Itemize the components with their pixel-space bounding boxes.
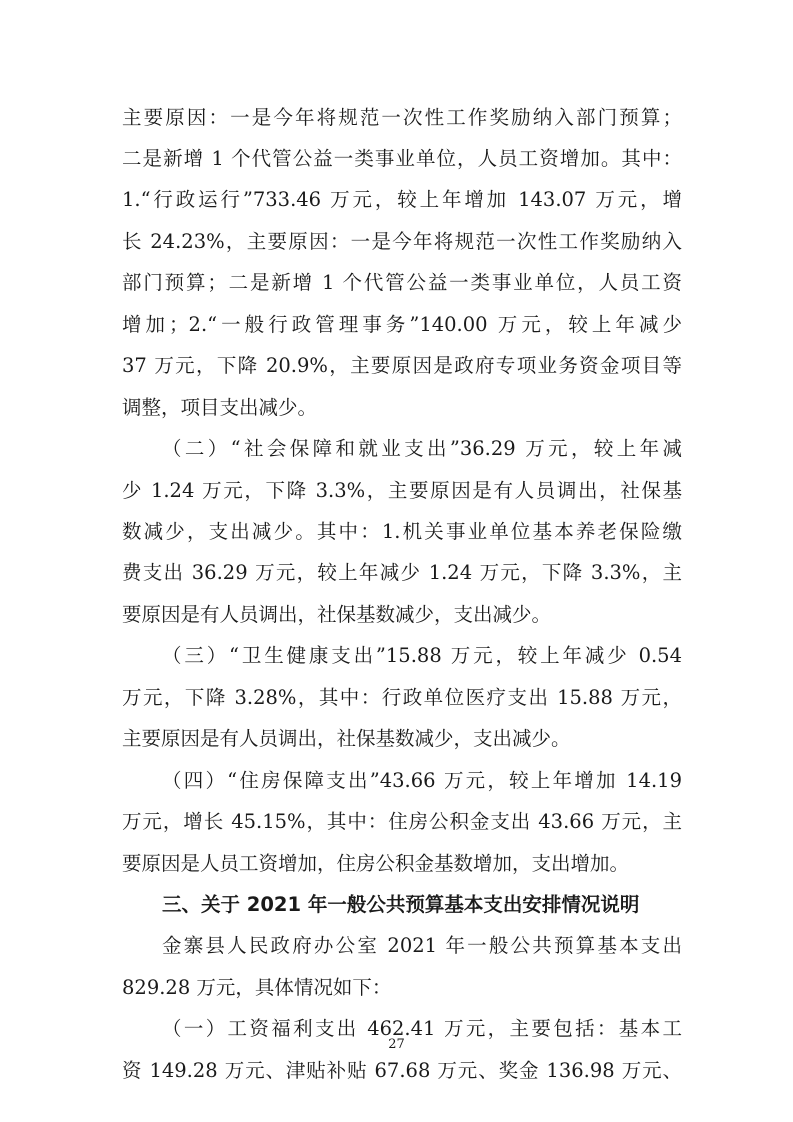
paragraph-start: （四）“住房保障支出”43.66 万元，较上年增加 14.19 xyxy=(162,769,682,792)
text-line: 增加；2.“一般行政管理事务”140.00 万元，较上年减少 xyxy=(122,313,682,336)
text-line: 要原因是有人员调出，社保基数减少，支出减少。 xyxy=(122,603,552,626)
text-line: 主要原因是有人员调出，社保基数减少，支出减少。 xyxy=(122,727,571,750)
text-line: 万元，增长 45.15%，其中：住房公积金支出 43.66 万元，主 xyxy=(122,810,682,833)
paragraph-start: （二）“社会保障和就业支出”36.29 万元，较上年减 xyxy=(162,437,682,460)
text-line: 1.“行政运行”733.46 万元，较上年增加 143.07 万元，增 xyxy=(122,188,682,211)
text-line: 调整，项目支出减少。 xyxy=(122,396,318,419)
text-line: 二是新增 1 个代管公益一类事业单位，人员工资增加。其中： xyxy=(122,147,682,170)
text-line: 要原因是人员工资增加，住房公积金基数增加，支出增加。 xyxy=(122,852,630,875)
text-line: 数减少，支出减少。其中：1.机关事业单位基本养老保险缴 xyxy=(122,520,682,543)
text-line: 829.28 万元，具体情况如下： xyxy=(122,976,392,999)
text-line: 万元，下降 3.28%，其中：行政单位医疗支出 15.88 万元， xyxy=(122,686,682,709)
text-line: 主要原因：一是今年将规范一次性工作奖励纳入部门预算； xyxy=(122,106,682,129)
text-line: 37 万元，下降 20.9%，主要原因是政府专项业务资金项目等 xyxy=(122,354,682,377)
paragraph-start: （三）“卫生健康支出”15.88 万元，较上年减少 0.54 xyxy=(162,644,682,667)
text-line: 资 149.28 万元、津贴补贴 67.68 万元、奖金 136.98 万元、 xyxy=(122,1059,682,1082)
page-number: 27 xyxy=(388,1037,405,1052)
text-line: 少 1.24 万元，下降 3.3%，主要原因是有人员调出，社保基 xyxy=(122,479,682,502)
paragraph-start: （一）工资福利支出 462.41 万元，主要包括：基本工 xyxy=(162,1017,682,1040)
section-heading: 三、关于 2021 年一般公共预算基本支出安排情况说明 xyxy=(162,893,640,916)
text-line: 长 24.23%，主要原因：一是今年将规范一次性工作奖励纳入 xyxy=(122,230,682,253)
paragraph-start: 金寨县人民政府办公室 2021 年一般公共预算基本支出 xyxy=(162,934,682,957)
text-line: 费支出 36.29 万元，较上年减少 1.24 万元，下降 3.3%，主 xyxy=(122,561,682,584)
text-line: 部门预算；二是新增 1 个代管公益一类事业单位，人员工资 xyxy=(122,271,682,294)
